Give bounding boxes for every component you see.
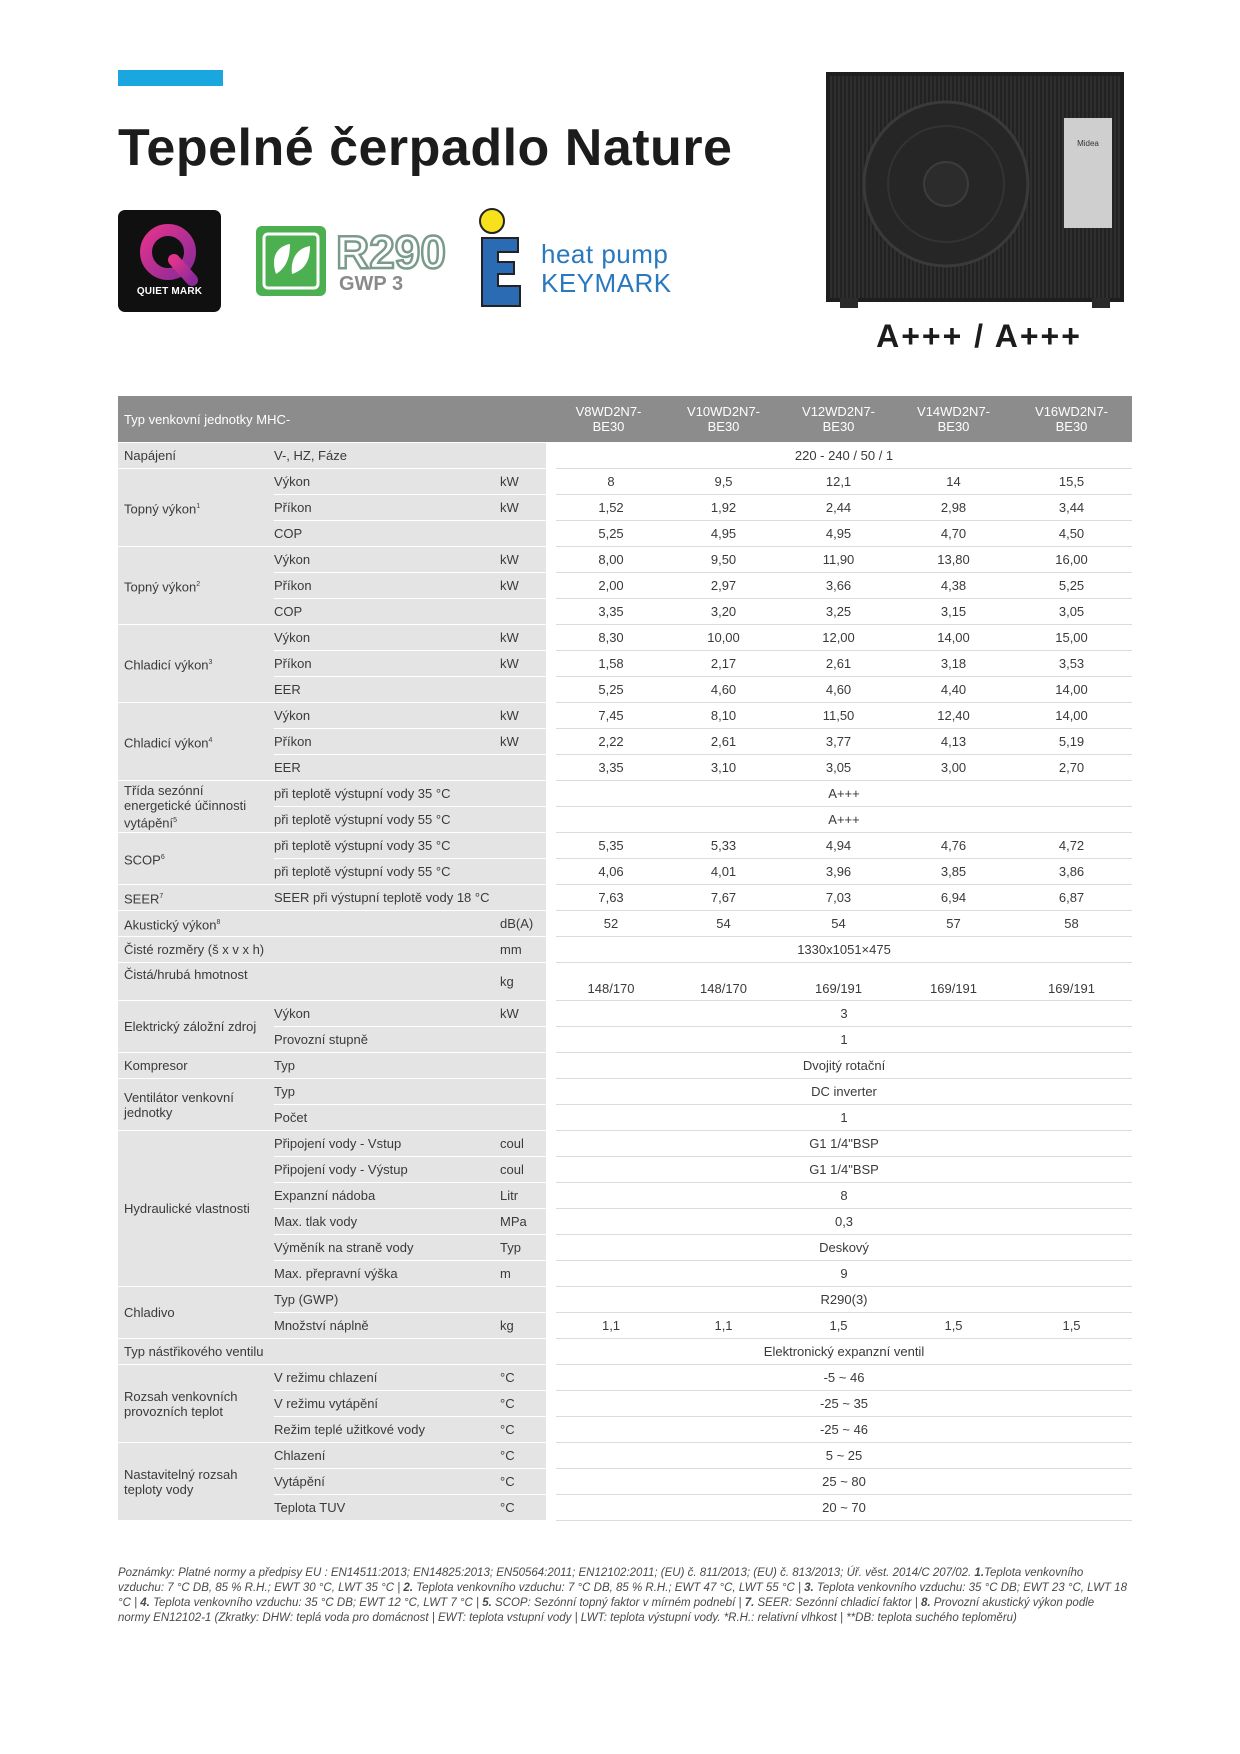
value-cell: 3,96 [781,859,896,885]
footnote-text: Provozní akustický výkon podle normy EN12102-1 (Zkratky: DHW: teplá voda pro domácnost | EWT: teplota vstupní vody | LWT: teplota výstupní vody. *R.H.: relativní vlhkost | **DB: teplota suchého teploměru) [118,1597,1095,1624]
value-cell: 7,63 [551,885,666,911]
footnote-number: 1. [974,1567,985,1579]
value-cell: 3,05 [781,755,896,781]
row-unit: kg [500,963,551,1001]
shared-value-cell: 25 ~ 80 [551,1469,1132,1495]
value-cell: 2,98 [896,495,1011,521]
value-cell: 52 [551,911,666,937]
group-label [118,469,274,547]
group-label [118,1001,274,1053]
value-cell: 12,1 [781,469,896,495]
group-label [118,963,500,1001]
model-column-header: V16WD2N7- BE30 [1011,396,1132,443]
quiet-mark-text: QUIET MARK [136,286,203,297]
row-parameter: Počet [274,1105,500,1131]
value-cell: 3,86 [1011,859,1132,885]
row-parameter: Příkon [274,573,500,599]
value-cell: 3,10 [666,755,781,781]
footnote-number: 5. [482,1597,492,1609]
table-row [118,1443,1132,1469]
group-label [118,1365,274,1443]
group-label-text: Nastavitelný rozsah teploty vody [124,1466,238,1497]
row-parameter: Příkon [274,651,500,677]
value-cell: 1,5 [781,1313,896,1339]
value-cell: 8,00 [551,547,666,573]
row-unit [500,1105,551,1131]
row-unit [500,1053,551,1079]
row-unit: kW [500,729,551,755]
value-cell: 5,33 [666,833,781,859]
row-unit [500,833,551,859]
footnote-number: 2. [403,1582,414,1594]
table-row [118,547,1132,573]
value-cell: 2,70 [1011,755,1132,781]
row-unit: kW [500,651,551,677]
value-cell: 1,5 [896,1313,1011,1339]
group-label-text: Ventilátor venkovní jednotky [124,1089,234,1120]
row-parameter: Chlazení [274,1443,500,1469]
group-label-text: Čisté rozměry (š x v x h) [124,942,265,957]
value-cell: 8,10 [666,703,781,729]
footnote-number: 8. [920,1597,931,1609]
value-cell: 2,61 [666,729,781,755]
specs-table [118,396,1132,1521]
group-label-text: Akustický výkon [124,917,217,933]
group-label-text: Topný výkon [124,579,197,595]
row-unit [500,443,551,469]
value-cell: 6,94 [896,885,1011,911]
group-label [118,1339,500,1365]
row-unit [500,1027,551,1053]
row-parameter: Připojení vody - Vstup [274,1131,500,1157]
value-cell: 16,00 [1011,547,1132,573]
value-cell: 4,40 [896,677,1011,703]
row-unit: mm [500,937,551,963]
value-cell: 2,44 [781,495,896,521]
row-parameter: Příkon [274,729,500,755]
keymark-line1: heat pump [541,239,669,269]
table-row [118,1339,1132,1365]
row-parameter: Výkon [274,703,500,729]
group-label [118,781,274,833]
value-cell: 2,97 [666,573,781,599]
group-label-text: Hydraulické vlastnosti [124,1201,250,1216]
footnote-number: 4. [140,1597,150,1609]
shared-value-cell: 1 [551,1027,1132,1053]
value-cell: 2,00 [551,573,666,599]
group-label-text: Napájení [124,448,177,463]
value-cell: 14,00 [1011,677,1132,703]
quiet-mark-logo [118,210,221,312]
value-cell: 2,17 [666,651,781,677]
row-parameter: Výkon [274,1001,500,1027]
group-label-text: Kompresor [124,1058,188,1073]
value-cell: 11,90 [781,547,896,573]
value-cell: 54 [666,911,781,937]
row-parameter: Expanzní nádoba [274,1183,500,1209]
table-row [118,833,1132,859]
value-cell: 3,35 [551,599,666,625]
value-cell: 1,1 [666,1313,781,1339]
quiet-mark-q-icon [138,222,202,286]
group-label [118,1287,274,1339]
shared-value-cell: 20 ~ 70 [551,1495,1132,1521]
row-parameter: Výměník na straně vody [274,1235,500,1261]
value-cell: 4,38 [896,573,1011,599]
group-label-text: SCOP [124,852,161,868]
row-parameter: Připojení vody - Výstup [274,1157,500,1183]
value-cell: 3,15 [896,599,1011,625]
value-cell: 1,92 [666,495,781,521]
value-cell: 1,52 [551,495,666,521]
row-parameter: EER [274,755,500,781]
row-unit [500,781,551,807]
value-cell: 3,25 [781,599,896,625]
footnote-number: 7. [744,1597,755,1609]
footnote-ref: 6 [160,853,165,861]
group-label [118,1079,274,1131]
value-cell: 9,50 [666,547,781,573]
value-cell: 3,35 [551,755,666,781]
row-parameter: COP [274,599,500,625]
row-parameter: Max. přepravní výška [274,1261,500,1287]
row-unit: kW [500,625,551,651]
table-row [118,625,1132,651]
row-parameter: Typ [274,1079,500,1105]
footnotes [118,1566,1128,1626]
shared-value-cell: -25 ~ 35 [551,1391,1132,1417]
shared-value-cell: 1330x1051×475 [551,937,1132,963]
group-label-text: Chladicí výkon [124,735,209,751]
shared-value-cell: R290(3) [551,1287,1132,1313]
value-cell: 14 [896,469,1011,495]
value-cell: 15,00 [1011,625,1132,651]
table-row [118,1365,1132,1391]
row-parameter: Typ (GWP) [274,1287,500,1313]
group-label-text: SEER [124,891,160,907]
shared-value-cell: 1 [551,1105,1132,1131]
shared-value-cell: 9 [551,1261,1132,1287]
row-unit: kg [500,1313,551,1339]
row-unit: °C [500,1417,551,1443]
table-row [118,963,1132,1001]
row-unit: kW [500,1001,551,1027]
table-row [118,1079,1132,1105]
row-parameter: Provozní stupně [274,1027,500,1053]
row-parameter: COP [274,521,500,547]
group-label [118,911,500,937]
shared-value-cell: A+++ [551,807,1132,833]
row-unit: dB(A) [500,911,551,937]
footnote-ref: 5 [173,816,178,824]
group-label [118,625,274,703]
value-cell: 169/191 [781,963,896,1001]
footnote-text: SCOP: Sezónní topný faktor v mírném podnebí | [491,1597,745,1609]
row-unit: MPa [500,1209,551,1235]
value-cell: 9,5 [666,469,781,495]
row-parameter: Typ [274,1053,500,1079]
value-cell: 4,06 [551,859,666,885]
accent-bar [118,70,223,86]
shared-value-cell: 5 ~ 25 [551,1443,1132,1469]
row-parameter: při teplotě výstupní vody 55 °C [274,807,500,833]
model-column-header: V8WD2N7- BE30 [551,396,666,443]
group-label [118,1443,274,1521]
row-unit: kW [500,573,551,599]
value-cell: 4,76 [896,833,1011,859]
row-unit: °C [500,1365,551,1391]
keymark-text [541,240,672,298]
group-label-text: Chladicí výkon [124,657,209,673]
row-unit: kW [500,469,551,495]
row-unit [500,859,551,885]
group-label-text: Typ nástřikového ventilu [124,1344,264,1359]
table-row [118,1053,1132,1079]
row-parameter: Množství náplně [274,1313,500,1339]
value-cell: 4,95 [781,521,896,547]
row-parameter: Výkon [274,625,500,651]
value-cell: 4,60 [781,677,896,703]
value-cell: 3,05 [1011,599,1132,625]
row-parameter: Příkon [274,495,500,521]
table-row [118,443,1132,469]
group-label [118,1053,274,1079]
value-cell: 12,00 [781,625,896,651]
value-cell: 10,00 [666,625,781,651]
shared-value-cell: Deskový [551,1235,1132,1261]
row-unit [500,599,551,625]
value-cell: 7,67 [666,885,781,911]
row-unit [500,755,551,781]
group-label-text: Čistá/hrubá hmotnost [124,967,248,982]
value-cell: 14,00 [896,625,1011,651]
keymark-line2: KEYMARK [541,268,672,298]
row-parameter: při teplotě výstupní vody 35 °C [274,833,500,859]
value-cell: 4,50 [1011,521,1132,547]
specs-table-body [118,443,1132,1521]
heat-pump-product-image [826,72,1124,310]
value-cell: 3,66 [781,573,896,599]
table-row [118,703,1132,729]
group-label-text: Rozsah venkovních provozních teplot [124,1388,238,1419]
row-parameter: SEER při výstupní teplotě vody 18 °C [274,885,500,911]
value-cell: 8 [551,469,666,495]
table-row [118,469,1132,495]
value-cell: 13,80 [896,547,1011,573]
shared-value-cell: G1 1/4"BSP [551,1157,1132,1183]
table-row [118,1001,1132,1027]
value-cell: 14,00 [1011,703,1132,729]
footnote-text: Teplota venkovního vzduchu: 35 °C DB; EWT 23 °C, LWT 18 °C | [118,1582,1127,1609]
footnote-ref: 4 [208,736,213,744]
group-label [118,885,274,911]
footnote-text: Teplota venkovního vzduchu: 7 °C DB, 85 % R.H.; EWT 47 °C, LWT 55 °C | [413,1582,805,1594]
row-unit: kW [500,495,551,521]
footnote-ref: 2 [196,580,201,588]
value-cell: 5,35 [551,833,666,859]
group-label [118,443,274,469]
row-unit [500,677,551,703]
value-cell: 3,20 [666,599,781,625]
value-cell: 169/191 [1011,963,1132,1001]
shared-value-cell: G1 1/4"BSP [551,1131,1132,1157]
footnote-text: Teplota venkovního vzduchu: 35 °C DB; EWT 12 °C, LWT 7 °C | [149,1597,483,1609]
value-cell: 5,25 [551,521,666,547]
shared-value-cell: -5 ~ 46 [551,1365,1132,1391]
value-cell: 58 [1011,911,1132,937]
value-cell: 4,01 [666,859,781,885]
value-cell: 4,72 [1011,833,1132,859]
model-column-header: V14WD2N7- BE30 [896,396,1011,443]
table-row [118,885,1132,911]
value-cell: 7,03 [781,885,896,911]
group-label [118,937,500,963]
row-parameter: V režimu chlazení [274,1365,500,1391]
footnote-text: SEER: Sezónní chladicí faktor | [754,1597,921,1609]
row-unit: Typ [500,1235,551,1261]
table-header-row [118,396,1132,443]
row-unit: Litr [500,1183,551,1209]
energy-class-label: A+++ / A+++ [876,318,1082,354]
footnote-ref: 3 [208,658,213,666]
row-unit: kW [500,703,551,729]
table-row [118,781,1132,807]
row-unit: coul [500,1157,551,1183]
shared-value-cell: Elektronický expanzní ventil [551,1339,1132,1365]
r290-gwp3-logo [256,216,466,296]
row-unit: m [500,1261,551,1287]
value-cell: 5,19 [1011,729,1132,755]
row-parameter: při teplotě výstupní vody 55 °C [274,859,500,885]
shared-value-cell: 3 [551,1001,1132,1027]
value-cell: 5,25 [1011,573,1132,599]
value-cell: 169/191 [896,963,1011,1001]
gwp-text: GWP 3 [339,273,404,295]
shared-value-cell: A+++ [551,781,1132,807]
group-label-text: Chladivo [124,1305,175,1320]
group-label [118,1131,274,1287]
value-cell: 6,87 [1011,885,1132,911]
row-parameter: Teplota TUV [274,1495,500,1521]
row-unit: °C [500,1443,551,1469]
row-parameter: Výkon [274,547,500,573]
value-cell: 5,25 [551,677,666,703]
value-cell: 8,30 [551,625,666,651]
value-cell: 15,5 [1011,469,1132,495]
row-parameter: Vytápění [274,1469,500,1495]
value-cell: 7,45 [551,703,666,729]
model-column-header: V12WD2N7- BE30 [781,396,896,443]
value-cell: 4,95 [666,521,781,547]
value-cell: 3,77 [781,729,896,755]
row-parameter: Režim teplé užitkové vody [274,1417,500,1443]
row-unit: coul [500,1131,551,1157]
row-unit [500,885,551,911]
value-cell: 4,13 [896,729,1011,755]
value-cell: 1,58 [551,651,666,677]
row-unit: °C [500,1495,551,1521]
shared-value-cell: 220 - 240 / 50 / 1 [551,443,1132,469]
row-parameter: V-, HZ, Fáze [274,443,500,469]
header-unit-type: Typ venkovní jednotky MHC- [118,396,551,443]
row-parameter: Max. tlak vody [274,1209,500,1235]
value-cell: 11,50 [781,703,896,729]
value-cell: 4,70 [896,521,1011,547]
table-row [118,1287,1132,1313]
footnote-ref: 1 [196,502,201,510]
row-unit [500,807,551,833]
shared-value-cell: Dvojitý rotační [551,1053,1132,1079]
group-label-text: Třída sezónní energetické účinnosti vytápění [124,782,247,831]
row-parameter: V režimu vytápění [274,1391,500,1417]
row-unit: kW [500,547,551,573]
brand-text: Midea [1077,139,1099,148]
footnote-ref: 8 [216,918,221,926]
value-cell: 148/170 [551,963,666,1001]
value-cell: 2,61 [781,651,896,677]
row-unit [500,1079,551,1105]
value-cell: 3,44 [1011,495,1132,521]
row-unit [500,1287,551,1313]
table-row [118,911,1132,937]
footnote-number: 3. [804,1582,814,1594]
footnote-text: Poznámky: Platné normy a předpisy EU : EN14511:2013; EN14825:2013; EN50564:2011; EN12102:2011; (EU) č. 811/2013; (EU) č. 813/2013; Úř. věst. 2014/C 207/02. [118,1567,975,1579]
group-label [118,703,274,781]
value-cell: 3,00 [896,755,1011,781]
value-cell: 1,1 [551,1313,666,1339]
row-unit: °C [500,1391,551,1417]
table-row [118,937,1132,963]
shared-value-cell: -25 ~ 46 [551,1417,1132,1443]
row-parameter: EER [274,677,500,703]
value-cell: 4,94 [781,833,896,859]
keymark-icon [478,206,526,312]
row-unit: °C [500,1469,551,1495]
footnote-ref: 7 [159,892,164,900]
value-cell: 54 [781,911,896,937]
row-unit [500,521,551,547]
group-label [118,833,274,885]
value-cell: 1,5 [1011,1313,1132,1339]
group-label [118,547,274,625]
value-cell: 3,53 [1011,651,1132,677]
row-parameter: Výkon [274,469,500,495]
shared-value-cell: DC inverter [551,1079,1132,1105]
row-parameter: při teplotě výstupní vody 35 °C [274,781,500,807]
shared-value-cell: 8 [551,1183,1132,1209]
row-unit [500,1339,551,1365]
shared-value-cell: 0,3 [551,1209,1132,1235]
value-cell: 57 [896,911,1011,937]
value-cell: 3,85 [896,859,1011,885]
group-label-text: Elektrický záložní zdroj [124,1019,257,1034]
r290-text: R290 [336,226,446,278]
footnote-text: Teplota venkovního vzduchu: 7 °C DB, 85 % R.H.; EWT 30 °C, LWT 35 °C | [118,1567,1084,1594]
value-cell: 4,60 [666,677,781,703]
value-cell: 12,40 [896,703,1011,729]
value-cell: 2,22 [551,729,666,755]
table-row [118,1131,1132,1157]
model-column-header: V10WD2N7- BE30 [666,396,781,443]
group-label-text: Topný výkon [124,501,197,517]
page-title: Tepelné čerpadlo Nature [118,119,733,177]
value-cell: 148/170 [666,963,781,1001]
value-cell: 3,18 [896,651,1011,677]
